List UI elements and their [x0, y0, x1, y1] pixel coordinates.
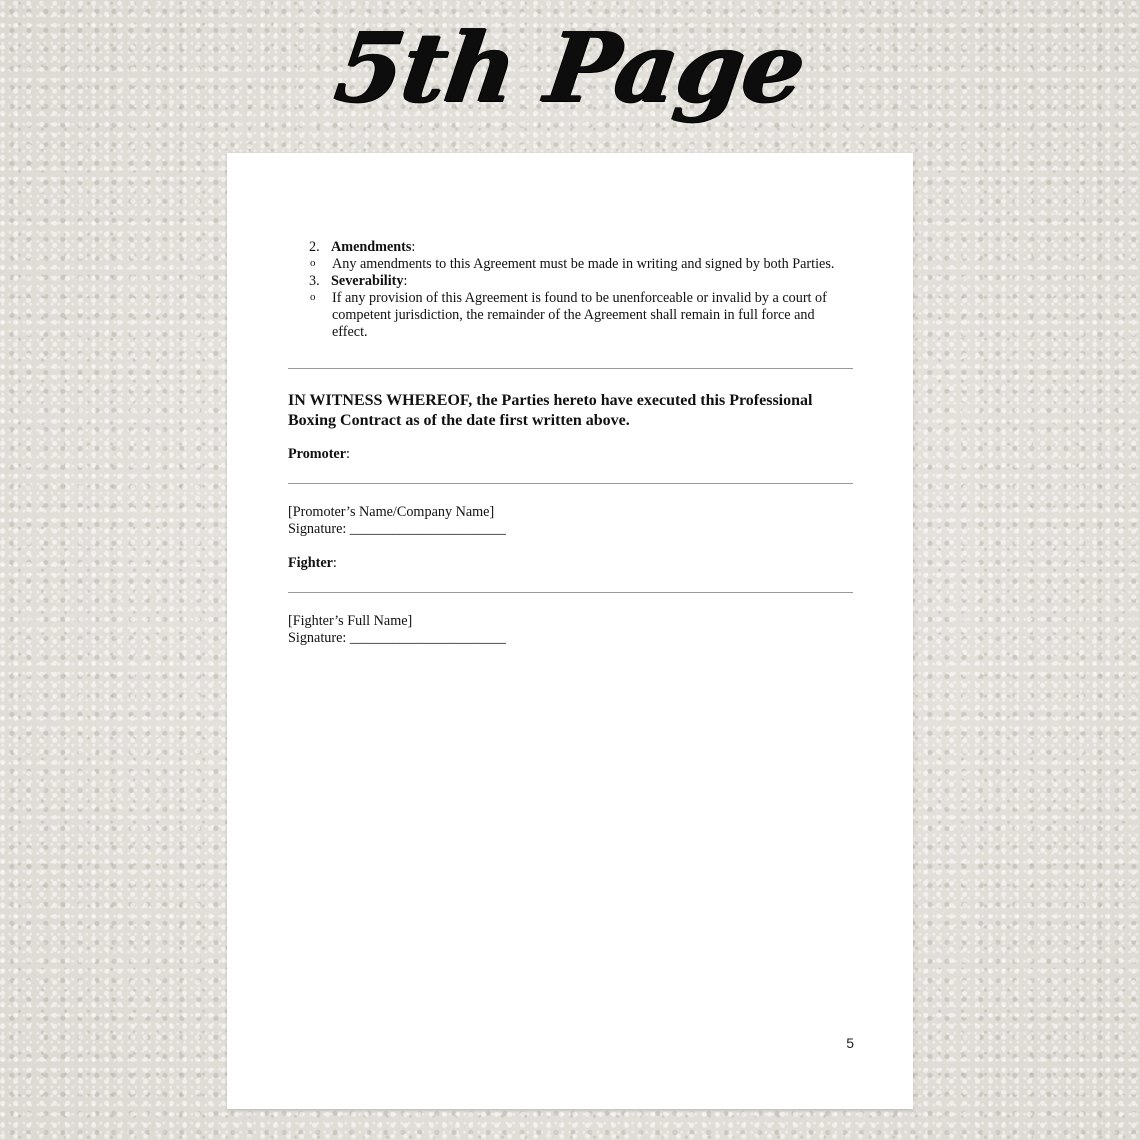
promoter-signature-block [288, 504, 853, 538]
fighter-signature-rule [288, 592, 853, 593]
clause-heading: Amendments [331, 239, 412, 255]
clause-severability-bullet [288, 290, 853, 341]
clause-heading-suffix: : [403, 273, 408, 289]
bullet-marker: o [310, 257, 316, 269]
promoter-signature-line: Signature: ______________________ [288, 521, 506, 537]
fighter-name-line: [Fighter’s Full Name] [288, 613, 413, 629]
clause-amendments [288, 239, 853, 256]
promoter-signature-rule [288, 483, 853, 484]
clause-heading-suffix: : [411, 239, 416, 255]
fighter-signature-line: Signature: ______________________ [288, 630, 506, 646]
fighter-label-suffix: : [332, 555, 337, 571]
promoter-label-suffix: : [346, 446, 350, 462]
fighter-label-row [288, 555, 853, 572]
bullet-marker: o [310, 291, 316, 303]
fighter-label: Fighter [288, 555, 333, 571]
fighter-signature-block [288, 613, 853, 647]
clause-text: Any amendments to this Agreement must be made in writing and signed by both Parties. [332, 256, 835, 272]
document-page [227, 153, 913, 1109]
section-divider [288, 368, 853, 369]
clause-amendments-bullet [288, 256, 853, 273]
clause-heading: Severability [331, 273, 404, 289]
promoter-name-line: [Promoter’s Name/Company Name] [288, 504, 495, 520]
page-number: 5 [846, 1035, 854, 1051]
document-content [288, 239, 853, 647]
clause-number: 2. [309, 239, 320, 255]
promoter-label: Promoter [288, 446, 347, 462]
banner [0, 8, 1140, 148]
witness-statement: IN WITNESS WHEREOF, the Parties hereto have executed this Professional Boxing Contract as of the date first written above. [288, 392, 813, 429]
clause-text: If any provision of this Agreement is found to be unenforceable or invalid by a court of competent jurisdiction, the remainder of the Agreement shall remain in full force and effect. [332, 290, 827, 340]
clause-number: 3. [309, 273, 320, 289]
clause-severability [288, 273, 853, 290]
promoter-label-row [288, 446, 853, 463]
banner-title: 5th Page [328, 11, 812, 124]
